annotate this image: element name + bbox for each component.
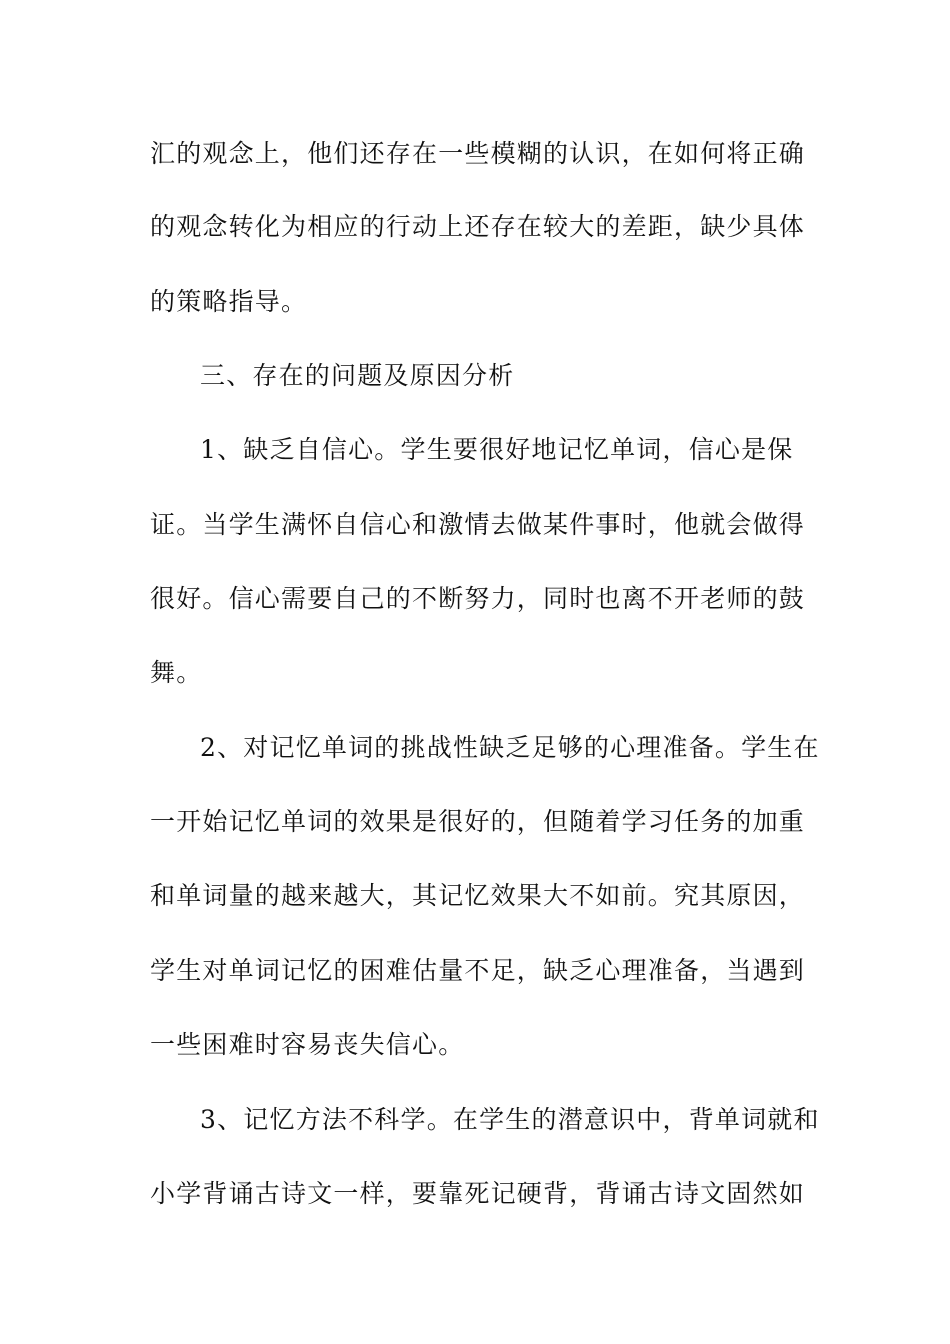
text-line: 2、对记忆单词的挑战性缺乏足够的心理准备。学生在	[200, 733, 820, 762]
text-line: 舞。	[150, 658, 203, 687]
text-line: 的观念转化为相应的行动上还存在较大的差距，缺少具体	[150, 212, 806, 241]
text-line: 一些困难时容易丧失信心。	[150, 1030, 465, 1059]
text-line: 的策略指导。	[150, 287, 308, 316]
text-line: 小学背诵古诗文一样，要靠死记硬背，背诵古诗文固然如	[150, 1179, 806, 1208]
text-line: 一开始记忆单词的效果是很好的，但随着学习任务的加重	[150, 807, 806, 836]
text-line: 学生对单词记忆的困难估量不足，缺乏心理准备，当遇到	[150, 956, 806, 985]
section-heading: 三、存在的问题及原因分析	[200, 361, 515, 390]
text-line: 1、缺乏自信心。学生要很好地记忆单词，信心是保	[200, 435, 794, 464]
text-line: 很好。信心需要自己的不断努力，同时也离不开老师的鼓	[150, 584, 806, 613]
text-line: 汇的观念上，他们还存在一些模糊的认识，在如何将正确	[150, 139, 806, 168]
text-line: 和单词量的越来越大，其记忆效果大不如前。究其原因，	[150, 881, 806, 910]
text-line: 证。当学生满怀自信心和激情去做某件事时，他就会做得	[150, 510, 806, 539]
text-line: 3、记忆方法不科学。在学生的潜意识中，背单词就和	[200, 1105, 820, 1134]
